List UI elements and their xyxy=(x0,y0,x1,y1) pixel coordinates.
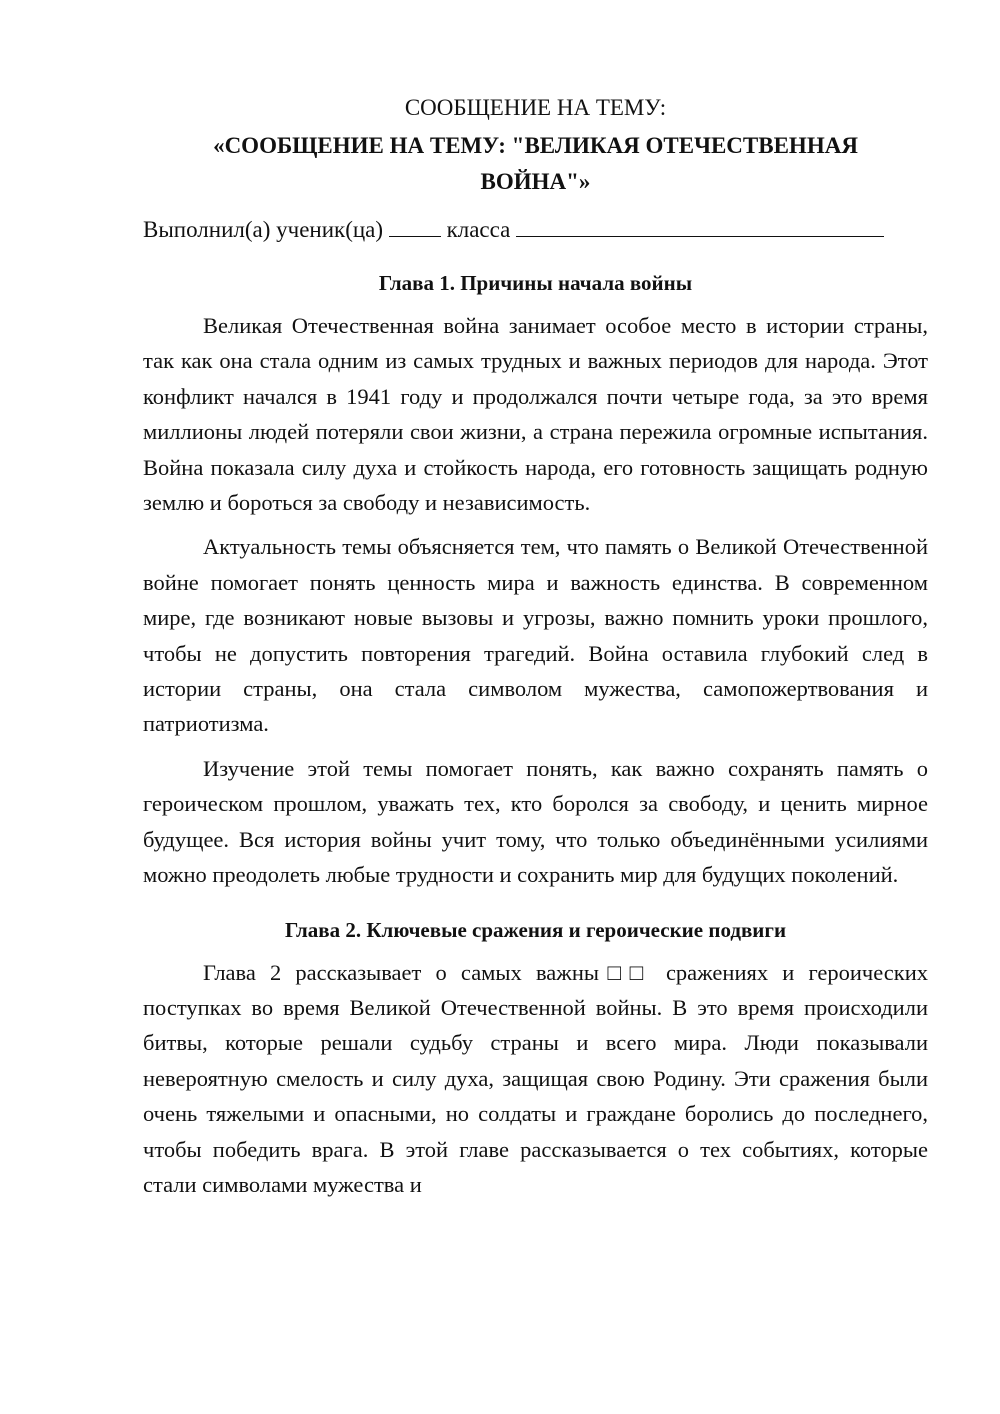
grade-blank xyxy=(389,214,441,237)
class-label: класса xyxy=(446,217,511,242)
chapter-2-paragraph: Глава 2 рассказывает о самых важны□□ сражениях и героических поступках во время Великой Отечественной войны. В это время происходили битвы, которые решали судьбу страны и всего мира. Люди показывали невероятную смелость и силу духа, защищая свою Родину. Эти сражения были очень тяжелыми и опасными, но солдаты и граждане боролись до последнего, чтобы победить врага. В этой главе рассказывается о тех событиях, которые стали символами мужества и xyxy=(143,959,928,1197)
author-label: Выполнил(а) ученик(ца) xyxy=(143,217,384,242)
chapter-2-heading: Глава 2. Ключевые сражения и героические подвиги xyxy=(284,917,787,942)
document-header: СООБЩЕНИЕ НА ТЕМУ: xyxy=(404,95,667,120)
document-title: «СООБЩЕНИЕ НА ТЕМУ: "ВЕЛИКАЯ ОТЕЧЕСТВЕННАЯ ВОЙНА"» xyxy=(213,133,858,194)
chapter-1-paragraph: Изучение этой темы помогает понять, как важно сохранять память о героическом прошлом, уважать тех, кто боролся за свободу, и ценить мирное будущее. Вся история войны учит тому, что только объединёнными усилиями можно преодолеть любые трудности и сохранить мир для будущих поколений. xyxy=(143,755,928,888)
chapter-1-paragraph: Великая Отечественная война занимает особое место в истории страны, так как она стала одним из самых трудных и важных периодов для народа. Этот конфликт начался в 1941 году и продолжался почти четыре года, за это время миллионы людей потеряли свои жизни, а страна пережила огромные испытания. Война показала силу духа и стойкость народа, его готовность защищать родную землю и бороться за свободу и независимость. xyxy=(143,313,928,516)
chapter-1-heading: Глава 1. Причины начала войны xyxy=(378,271,693,295)
document-page xyxy=(143,90,928,1211)
chapter-1-paragraph: Актуальность темы объясняется тем, что память о Великой Отечественной войне помогает понять ценность мира и важность единства. В современном мире, где возникают новые вызовы и угрозы, важно помнить уроки прошлого, чтобы не допустить повторения трагедий. Война оставила глубокий след в истории страны, она стала символом мужества, самопожертвования и патриотизма. xyxy=(143,534,928,737)
author-line xyxy=(143,212,928,248)
name-blank xyxy=(516,214,884,237)
